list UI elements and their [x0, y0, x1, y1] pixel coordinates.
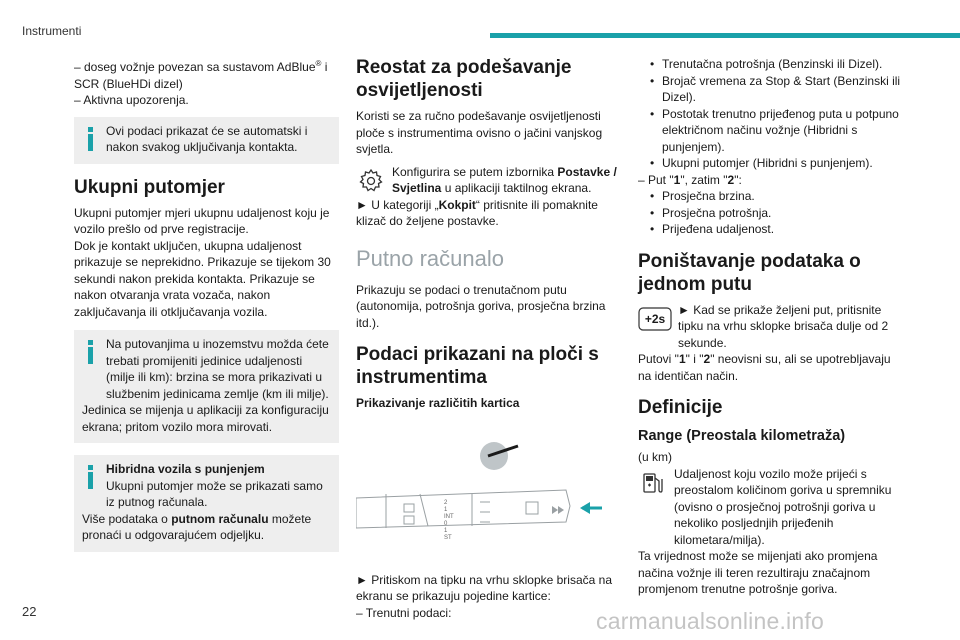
gear-icon	[356, 166, 386, 196]
rheostat-paragraph: Koristi se za ručno podešavanje osvijetljenosti ploče s instrumentima ovisno o jačini vanjskog svjetla.	[356, 109, 603, 156]
cards-title: Prikazivanje različitih kartica	[356, 396, 520, 410]
column-3	[638, 56, 904, 598]
info-box-units	[74, 330, 339, 443]
info-hybrid-title: Hibridna vozila s punjenjem	[106, 462, 265, 476]
scr-line: SCR (BlueHDi dizel)	[74, 76, 183, 91]
info-hybrid-text-2: Više podataka o putnom računalu možete pronaći u odgovarajućem odjeljku.	[82, 511, 312, 542]
range-text: Udaljenost koju vozilo može prijeći s preostalom količinom goriva u spremniku (ovisno o prosječnoj potrošnji goriva u nekoliko posljednjih prijeđenih kilometara/milja).	[674, 466, 892, 547]
wiper-stalk-drawing	[356, 418, 622, 558]
cockpit-step: ► U kategoriji „Kokpit“ pritisnite ili pomaknite klizač do željene postavke.	[356, 197, 598, 228]
list-item: • Brojač vremena za Stop & Start (Benzinski ili Dizel).	[638, 73, 904, 106]
svg-text:+2s: +2s	[644, 311, 666, 326]
heading-instrument-data: Podaci prikazani na ploči s instrumentima	[356, 344, 599, 388]
range-row	[638, 466, 904, 549]
column-1	[74, 56, 339, 564]
range-note: Ta vrijednost može se mijenjati ako promjena načina vožnje ili teren rezultiraju značajnom promjenom trenutne potrošnje goriva.	[638, 549, 878, 596]
list-item: • Postotak trenutno prijeđenog puta u potpuno električnom načinu vožnje (Hibridni s punjenjem).	[638, 106, 904, 156]
heading-range: Range (Preostala kilometraža)	[638, 428, 846, 444]
info-text: Ovi podaci prikazat će se automatski i nakon svakog uključivanja kontakta.	[106, 123, 308, 154]
active-warnings-line: – Aktivna upozorenja.	[74, 93, 189, 107]
odometer-paragraph-2: Dok je kontakt uključen, ukupna udaljenost prikazuje se neprekidno. Prikazuje se tijekom 30 sekundi nakon prekida kontakta. Prikazuje se nakon otvaranja vrata vozača, nakon zaključavanja ili otključavanja vozila.	[74, 238, 331, 319]
heading-definitions: Definicije	[638, 397, 723, 418]
range-unit: (u km)	[638, 450, 672, 464]
press-instruction: ► Pritiskom na tipku na vrhu sklopke brisača na ekranu se prikazuju pojedine kartice:	[356, 572, 612, 603]
info-icon	[88, 340, 93, 364]
heading-trip-computer: Putno računalo	[356, 245, 504, 271]
list-item: • Trenutačna potrošnja (Benzinski ili Dizel).	[638, 56, 904, 73]
info-units-text-1: Na putovanjima u inozemstvu možda ćete trebati promijeniti jedinice udaljenosti (milje ili km): brzina se mora prikazivati u službenim jedinicama zemlje (km ili milje).	[106, 337, 329, 401]
hold-2s-icon	[638, 304, 672, 334]
config-row	[356, 164, 622, 197]
info-icon	[88, 127, 93, 151]
list-item: • Prijeđena udaljenost.	[638, 221, 904, 238]
header-title: Instrumenti	[22, 24, 82, 38]
list-item: • Prosječna potrošnja.	[638, 205, 904, 222]
stalk-position-labels: 2 1 INT 0 1 ST	[444, 499, 454, 541]
reset-note: Putovi "1" i "2" neovisni su, ali se upotrebljavaju na identičan način.	[638, 352, 891, 383]
header-accent-bar	[490, 33, 960, 38]
trip-data-list	[638, 188, 904, 238]
watermark: carmanualsonline.info	[596, 608, 824, 634]
odometer-paragraph-1: Ukupni putomjer mjeri ukupnu udaljenost koju je vozilo prešlo od prve registracije.	[74, 205, 330, 236]
trip-computer-paragraph: Prikazuju se podaci o trenutačnom putu (autonomija, potrošnja goriva, prosječna brzina itd.).	[356, 282, 606, 330]
reset-text: ► Kad se prikaže željeni put, pritisnite tipku na vrhu sklopke brisača dulje od 2 sekunde.	[678, 302, 889, 350]
list-item: • Prosječna brzina.	[638, 188, 904, 205]
fuel-pump-icon	[638, 468, 668, 498]
adblue-line: – doseg vožnje povezan sa sustavom AdBlue® i	[74, 59, 328, 74]
wiper-stalk-illustration	[356, 418, 622, 598]
current-data-list	[638, 56, 904, 172]
current-data-line: – Trenutni podaci:	[356, 605, 452, 620]
heading-reset: Poništavanje podataka o jednom putu	[638, 250, 861, 295]
trip-line: – Put "1", zatim "2":	[638, 172, 742, 187]
info-icon	[88, 465, 93, 489]
info-box-auto-display	[74, 117, 339, 164]
info-box-hybrid	[74, 455, 339, 552]
info-units-text-2: Jedinica se mijenja u aplikaciji za konfiguraciju ekrana; pritom vozilo mora mirovati.	[82, 403, 329, 434]
reset-row	[638, 302, 904, 352]
config-text: Konfigurira se putem izbornika Postavke / Svjetlina u aplikaciji taktilnog ekrana.	[392, 164, 617, 195]
column-2	[356, 56, 622, 621]
info-hybrid-text-1: Ukupni putomjer može se prikazati samo iz putnog računala.	[106, 478, 323, 509]
list-item: • Ukupni putomjer (Hibridni s punjenjem).	[638, 155, 904, 172]
page-number: 22	[22, 604, 37, 619]
heading-odometer: Ukupni putomjer	[74, 176, 225, 198]
heading-rheostat: Reostat za podešavanje osvijetljenosti	[356, 57, 572, 101]
